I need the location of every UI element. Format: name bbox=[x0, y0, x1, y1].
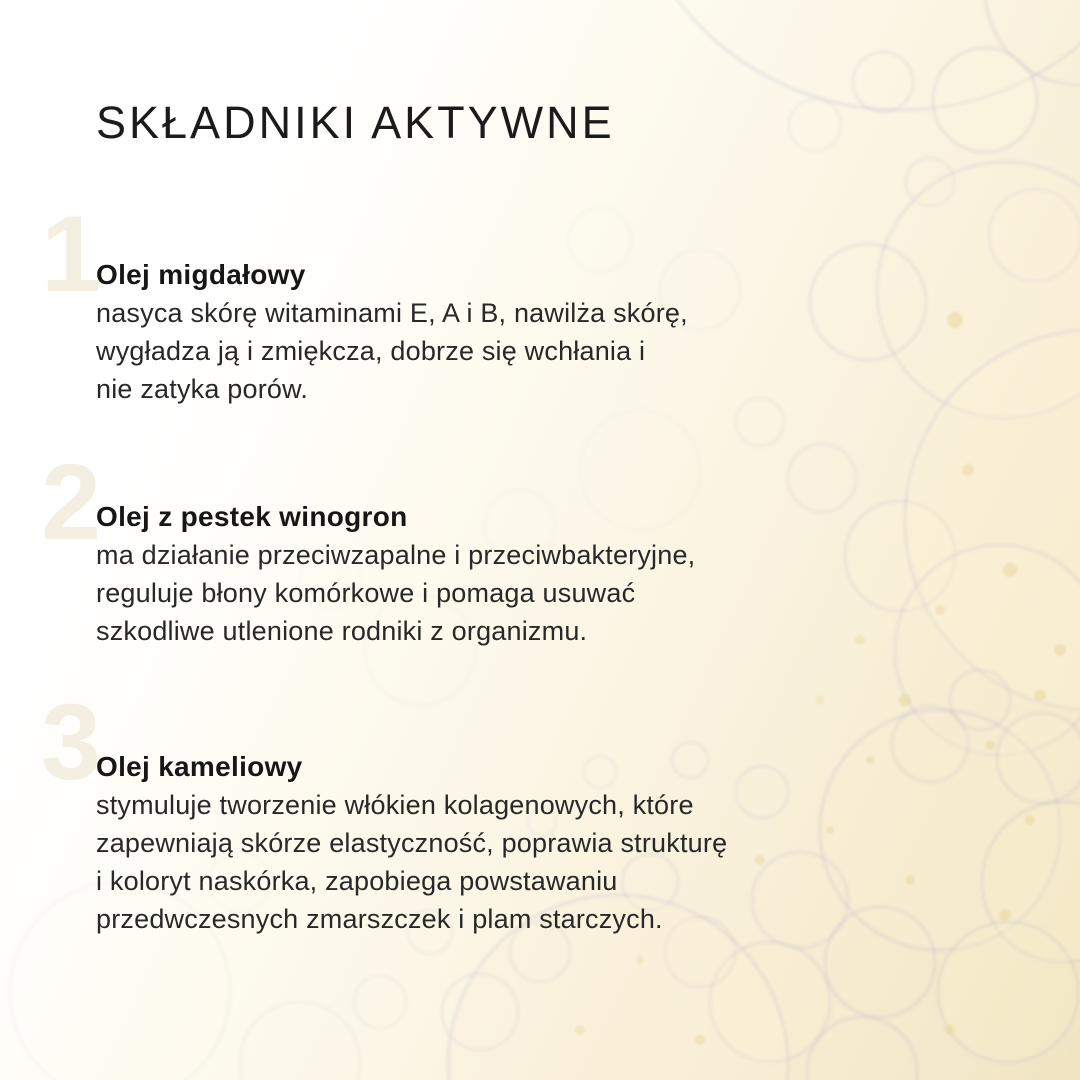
ingredient-description-line: szkodliwe utlenione rodniki z organizmu. bbox=[96, 616, 588, 646]
ingredient-heading: Olej z pestek winogron bbox=[96, 501, 408, 532]
ingredient-description-line: reguluje błony komórkowe i pomaga usuwać bbox=[96, 578, 636, 608]
section-number-watermark: 3 bbox=[40, 681, 102, 802]
ingredient-heading: Olej kameliowy bbox=[96, 751, 303, 782]
section-number-watermark: 2 bbox=[40, 441, 102, 562]
section-number-watermark: 1 bbox=[40, 193, 102, 314]
ingredient-section bbox=[96, 498, 1016, 650]
ingredient-heading: Olej migdałowy bbox=[96, 259, 306, 290]
ingredient-description-line: nasyca skórę witaminami E, A i B, nawilża skórę, bbox=[96, 298, 688, 328]
ingredient-description-line: przedwczesnych zmarszczek i plam starczych. bbox=[96, 904, 663, 934]
ingredient-description-line: zapewniają skórze elastyczność, poprawia strukturę bbox=[96, 828, 728, 858]
ingredient-section bbox=[96, 256, 1016, 408]
page-title: SKŁADNIKI AKTYWNE bbox=[96, 97, 615, 148]
ingredient-description-line: wygładza ją i zmiękcza, dobrze się wchłania i bbox=[96, 336, 646, 366]
ingredient-description-line: nie zatyka porów. bbox=[96, 374, 309, 404]
ingredient-description-line: i koloryt naskórka, zapobiega powstawaniu bbox=[96, 866, 618, 896]
ingredient-section bbox=[96, 748, 1016, 938]
ingredient-description-line: ma działanie przeciwzapalne i przeciwbakteryjne, bbox=[96, 540, 696, 570]
ingredient-description-line: stymuluje tworzenie włókien kolagenowych, które bbox=[96, 790, 694, 820]
